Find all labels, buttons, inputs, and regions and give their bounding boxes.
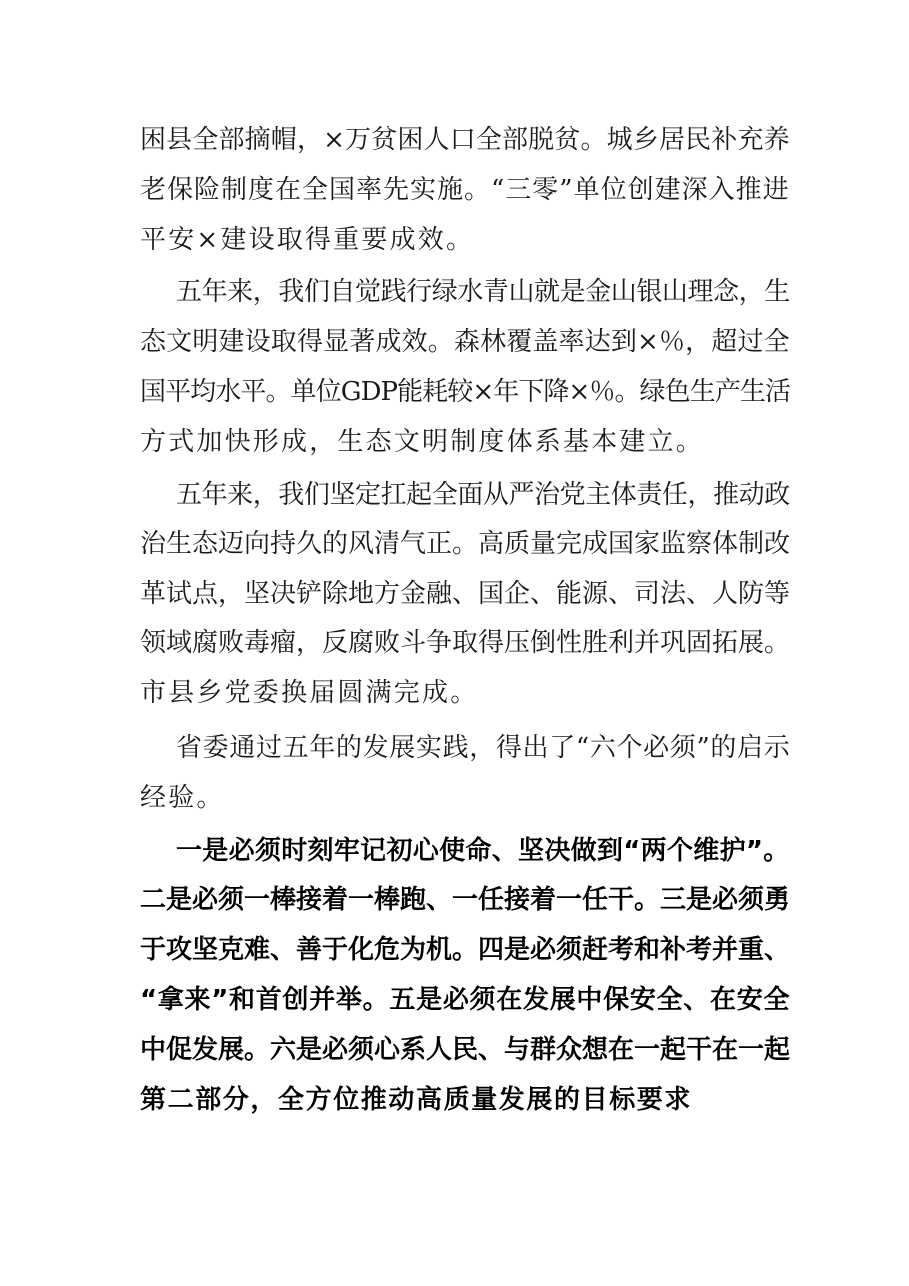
section-heading: 第二部分，全方位推动高质量发展的目标要求 xyxy=(140,1085,693,1115)
paragraph-1-line-3: 平安×建设取得重要成效。 xyxy=(140,225,475,255)
paragraph-1-line-2: 老保险制度在全国率先实施。“三零”单位创建深入推进 xyxy=(140,175,790,205)
paragraph-2-line-4: 方式加快形成，生态文明制度体系基本建立。 xyxy=(140,427,705,457)
paragraph-2-line-2: 态文明建设取得显著成效。森林覆盖率达到×％，超过全 xyxy=(140,327,790,357)
bold-paragraph-line-3: 于攻坚克难、善于化危为机。四是必须赶考和补考并重、 xyxy=(140,935,791,965)
paragraph-3-line-5: 市县乡党委换届圆满完成。 xyxy=(140,678,479,708)
paragraph-2-line-1: 五年来，我们自觉践行绿水青山就是金山银山理念，生 xyxy=(176,277,790,307)
paragraph-2-line-3: 国平均水平。单位GDP能耗较×年下降×％。绿色生产生活 xyxy=(140,377,791,407)
paragraph-3-line-3: 革试点，坚决铲除地方金融、国企、能源、司法、人防等 xyxy=(140,579,791,609)
paragraph-1-line-1: 困县全部摘帽，×万贫困人口全部脱贫。城乡居民补充养 xyxy=(140,125,790,155)
paragraph-4-line-2: 经验。 xyxy=(140,783,225,813)
bold-paragraph-line-4: “拿来”和首创并举。五是必须在发展中保安全、在安全 xyxy=(140,985,791,1015)
paragraph-3-line-4: 领域腐败毒瘤，反腐败斗争取得压倒性胜利并巩固拓展。 xyxy=(140,628,791,658)
bold-paragraph-line-2: 二是必须一棒接着一棒跑、一任接着一任干。三是必须勇 xyxy=(140,885,791,915)
bold-paragraph-line-5: 中促发展。六是必须心系人民、与群众想在一起干在一起 xyxy=(140,1035,791,1065)
paragraph-3-line-1: 五年来，我们坚定扛起全面从严治党主体责任，推动政 xyxy=(176,480,790,510)
paragraph-3-line-2: 治生态迈向持久的风清气正。高质量完成国家监察体制改 xyxy=(140,529,791,559)
paragraph-4-line-1: 省委通过五年的发展实践，得出了“六个必须”的启示 xyxy=(176,733,791,763)
bold-paragraph-line-1: 一是必须时刻牢记初心使命、坚决做到“两个维护”。 xyxy=(176,836,790,866)
